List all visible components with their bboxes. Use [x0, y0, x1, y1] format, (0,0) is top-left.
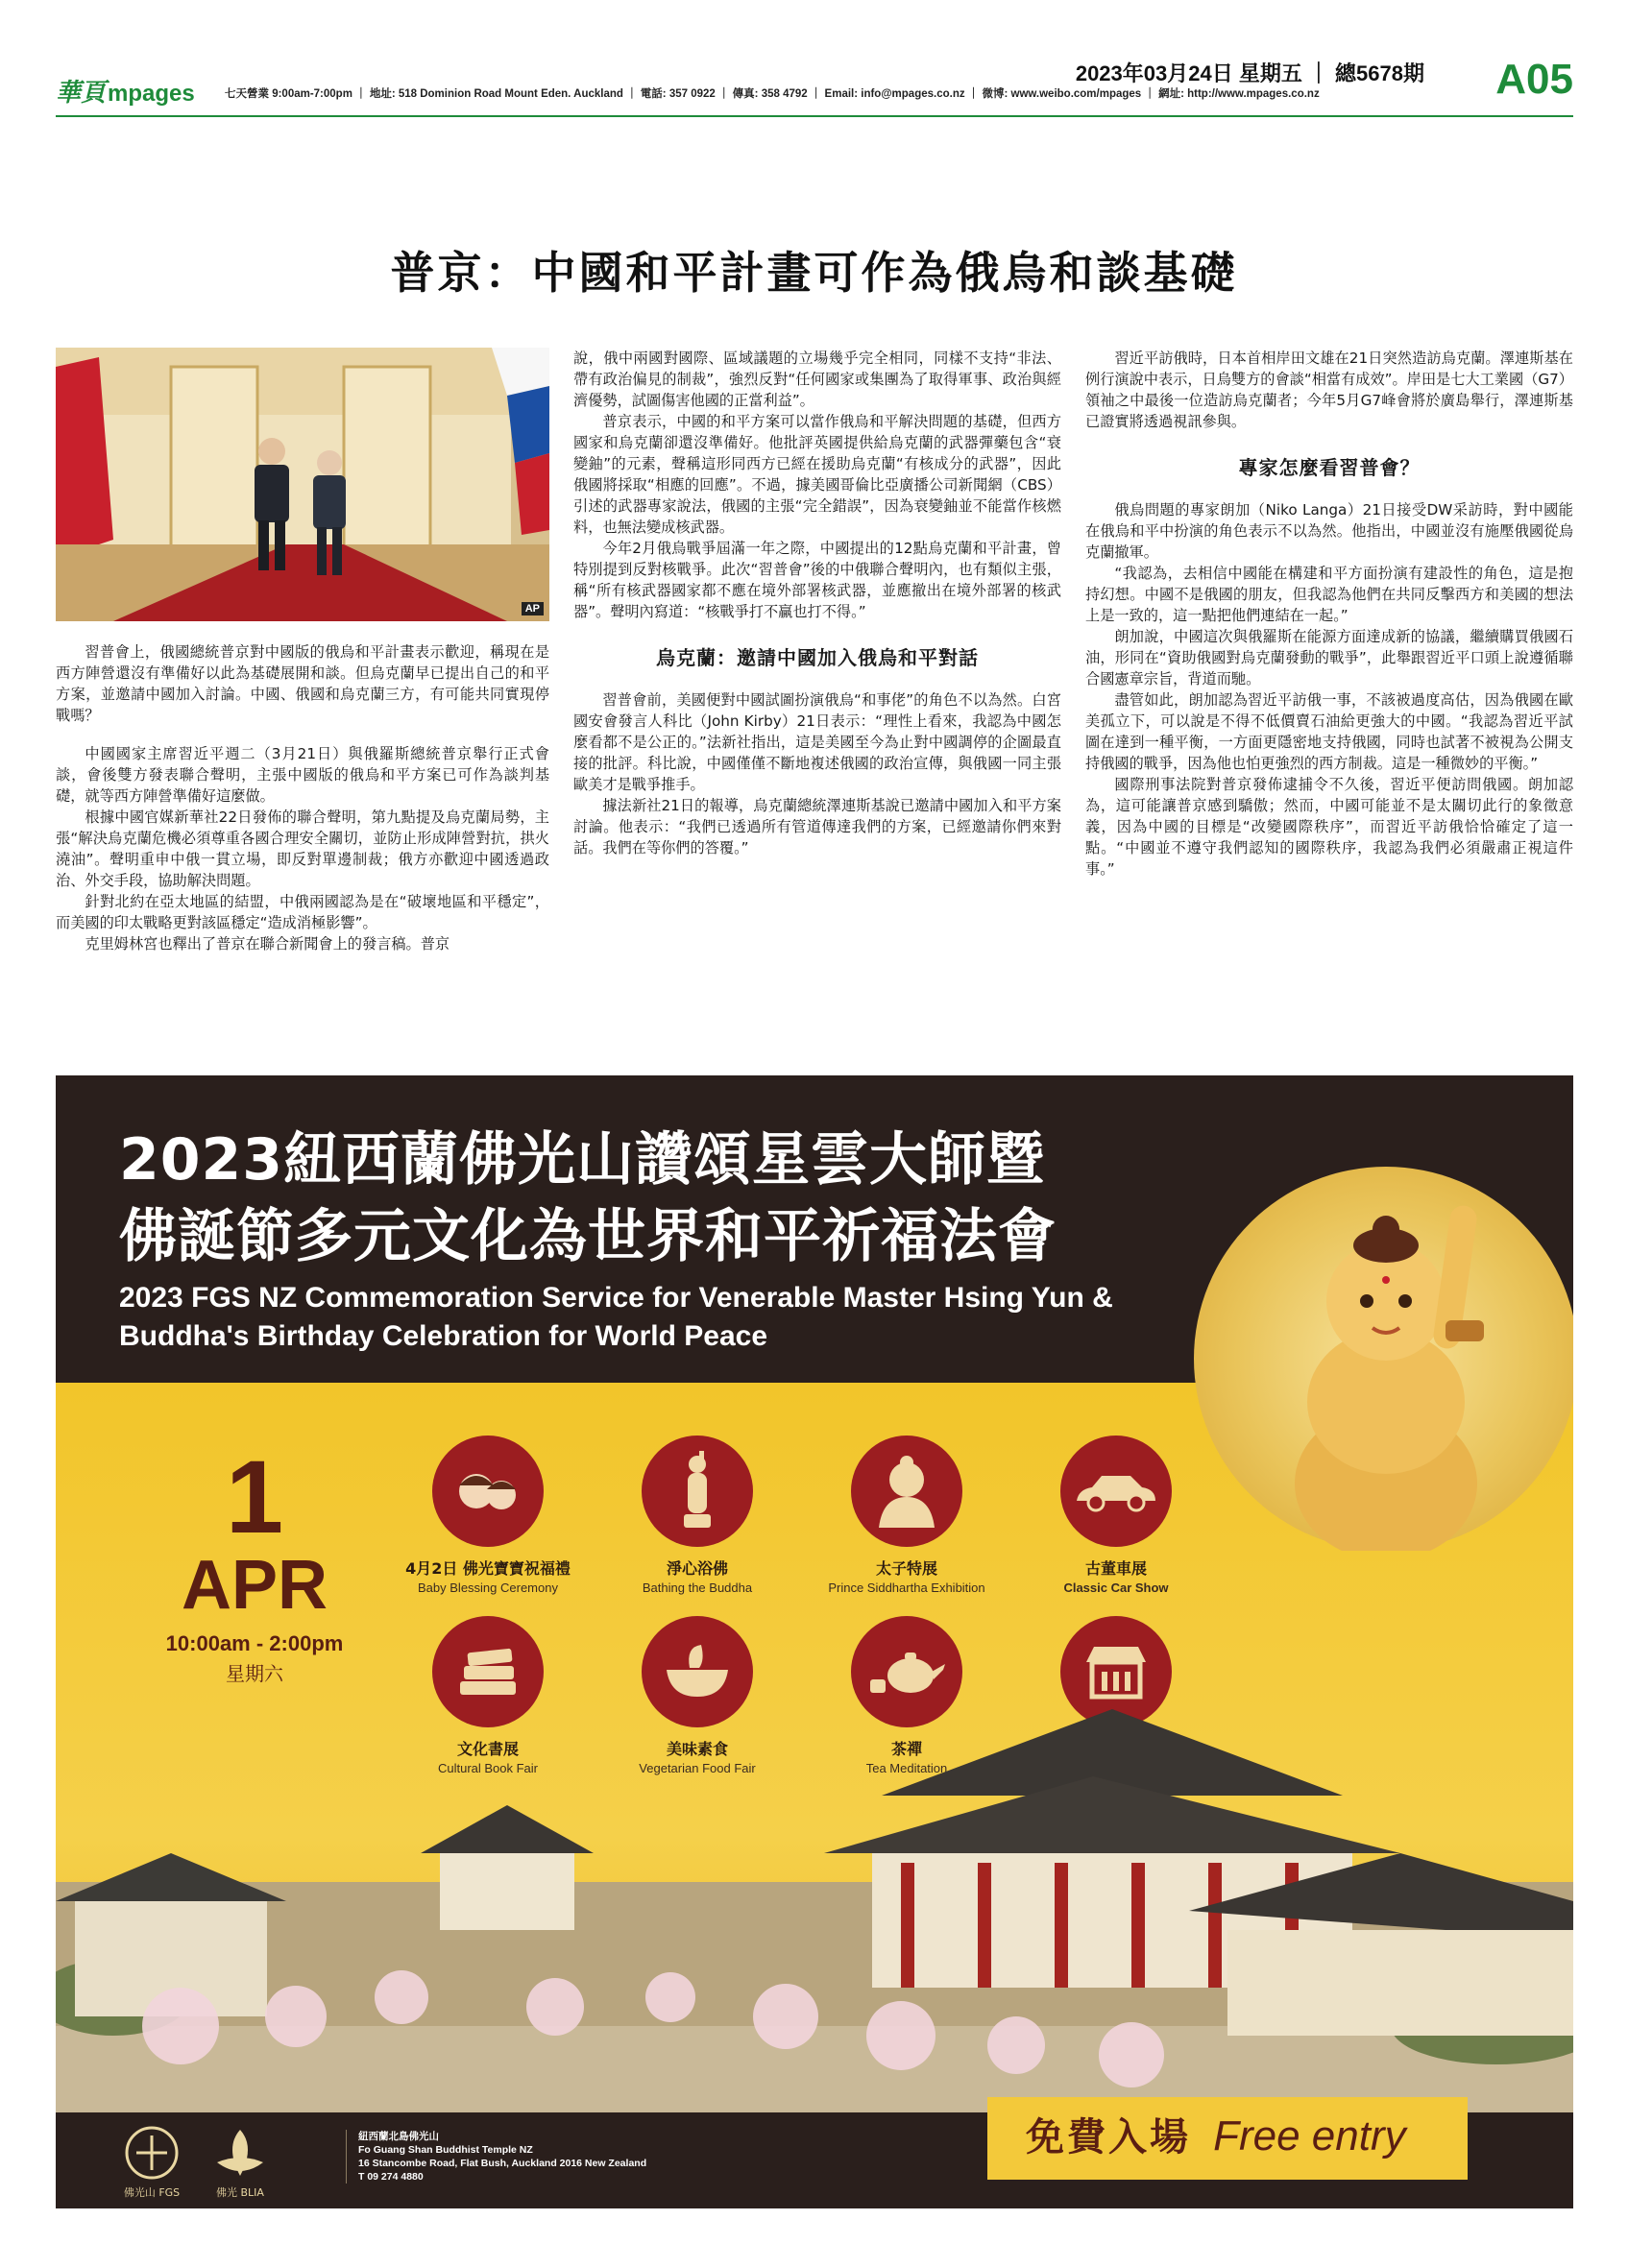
ad-logos [119, 2124, 273, 2197]
ad-footer [56, 2112, 1573, 2208]
masthead [56, 50, 1573, 117]
event-label-en: Baby Blessing Ceremony [418, 1580, 558, 1595]
paragraph: 今年2月俄烏戰爭屆滿一年之際，中國提出的12點烏克蘭和平計畫，曾特別提到反對核戰爭。此次“習普會”後的中俄聯合聲明內，也有類似主張，稱“所有核武器國家都不應在境外部署核武器，並應撤出在境外部署的核武器”。聲明內寫道：“核戰爭打不贏也打不得。” [573, 540, 1061, 620]
event-bathing-buddha[interactable] [596, 1436, 798, 1595]
event-label-en: Tea Meditation [865, 1761, 948, 1775]
temple-phone[interactable]: T 09 274 4880 [358, 2171, 424, 2183]
paragraph: 中國國家主席習近平週二（3月21日）與俄羅斯總統普京舉行正式會談，會後雙方發表聯合聲明，主張中國版的俄烏和平方案已可作為談判基礎，就等西方陣營準備好這麼做。 [56, 745, 549, 805]
ad-title-en-line2: Buddha's Birthday Celebration for World Peace [119, 1320, 768, 1352]
event-date [144, 1438, 365, 1686]
blia-logo-text: 佛光 BLIA [216, 2186, 264, 2199]
article-headline: 普京：中國和平計畫可作為俄烏和談基礎 [390, 247, 1238, 299]
buddha-statue-icon [642, 1436, 753, 1547]
section-subheading: 烏克蘭：邀請中國加入俄烏和平對話 [656, 646, 979, 669]
event-label-en: Classic Car Show [1063, 1580, 1169, 1595]
ad-title-cn-line2: 佛誕節多元文化為世界和平祈福法會 [119, 1203, 1057, 1270]
baby-buddha-icon [1194, 1167, 1573, 1551]
paragraph: 習普會上，俄國總統普京對中國版的俄烏和平計畫表示歡迎，稱現在是西方陣營還沒有準備好以此為基礎展開和談。但烏克蘭早已提出自己的和平方案，並邀請中國加入討論。中國、俄國和烏克蘭三方，有可能共同實現停戰嗎？ [56, 643, 549, 724]
header-rule [56, 115, 1573, 117]
paragraph: 普京表示，中國的和平方案可以當作俄烏和平解決問題的基礎，但西方國家和烏克蘭卻還沒準備好。他批評英國提供給烏克蘭的武器彈藥包含“衰變鈾”的元素，聲稱這形同西方已經在援助烏克蘭“有核成分的武器”，因此俄國將採取“相應的回應”。不過，據美國哥倫比亞廣播公司新聞網（CBS）引述的武器專家說法，俄國的主張“完全錯誤”，因為衰變鈾並不能當作核燃料，也無法變成核武器。 [573, 413, 1061, 536]
temple-address-block [346, 2130, 646, 2184]
free-entry-banner [987, 2097, 1468, 2180]
blia-logo[interactable] [207, 2124, 273, 2197]
paragraph: 針對北約在亞太地區的結盟，中俄兩國認為是在“破壞地區和平穩定”，而美國的印太戰略更對該區穩定“造成消極影響”。 [56, 893, 549, 931]
fgs-logo-text: 佛光山 FGS [123, 2186, 181, 2199]
paragraph: 據法新社21日的報導，烏克蘭總統澤連斯基說已邀請中國加入和平方案討論。他表示：“我們已透過所有管道傳達我們的方案，已經邀請你們來對話。我們在等你們的答覆。” [573, 797, 1061, 857]
issue-date: 2023年03月24日 星期五 ｜ 總5678期 [1075, 61, 1424, 85]
event-label-cn: 古董車展 [1084, 1559, 1147, 1578]
contact-info: 七天營業 9:00am-7:00pm ｜ 地址: 518 Dominion Road Mount Eden. Auckland ｜ 電話: 357 0922 ｜ 傳真: 358 4792 ｜ Email: info@mpages.co.nz ｜ 微博: www.weibo.com/mpages ｜ 網址: http://www.mpages.co.nz [225, 88, 1320, 100]
event-label-en: Cultural Book Fair [437, 1761, 539, 1775]
event-day: 1 [225, 1438, 284, 1555]
paragraph: 克里姆林宮也釋出了普京在聯合新聞會上的發言稿。普京 [85, 935, 450, 953]
paragraph: 根據中國官媒新華社22日發佈的聯合聲明，第九點提及烏克蘭局勢，主張“解決烏克蘭危機必須尊重各國合理安全關切，並防止形成陣營對抗，拱火澆油”。聲明重申中俄一貫立場，即反對單邊制裁；俄方亦歡迎中國透過政治、外交手段，協助解決問題。 [56, 808, 549, 889]
paragraph: “我認為，去相信中國能在構建和平方面扮演有建設性的角色，這是抱持幻想。中國不是俄國的朋友，但我認為他們在共同反擊西方和美國的想法上是一致的，這一點把他們連結在一起。” [1085, 565, 1573, 624]
temple-name-en: Fo Guang Shan Buddhist Temple NZ [358, 2144, 533, 2156]
buddha-bust-icon [851, 1436, 962, 1547]
event-weekday: 星期六 [226, 1662, 283, 1685]
event-classic-car[interactable] [1015, 1436, 1217, 1595]
paragraph: 習近平訪俄時，日本首相岸田文雄在21日突然造訪烏克蘭。澤連斯基在例行演說中表示，日烏雙方的會談“相當有成效”。岸田是七大工業國（G7）領袖之中最後一位造訪烏克蘭者；今年5月G7峰會將於廣島舉行，澤連斯基已證實將透過視訊參與。 [1085, 350, 1573, 430]
paragraph: 習普會前，美國便對中國試圖扮演俄烏“和事佬”的角色不以為然。白宮國安會發言人科比（John Kirby）21日表示：“理性上看來，我認為中國怎麼看都不是公正的。”法新社指出，這是美國至今為止對中國調停的企圖最直接的批評。科比說，中國僅僅不斷地複述俄國的政治宣傳，與俄國一同主張歐美才是戰爭推手。 [573, 691, 1061, 793]
event-label-cn: 淨心浴佛 [666, 1559, 728, 1578]
fgs-logo[interactable] [119, 2124, 184, 2197]
event-label-cn: 太子特展 [875, 1559, 937, 1578]
temple-name-cn: 紐西蘭北島佛光山 [358, 2131, 439, 2142]
ad-title-cn-line1: 2023紐西蘭佛光山讚頌星雲大師暨 [119, 1126, 1045, 1194]
event-prince-exhibition[interactable] [806, 1436, 1008, 1595]
kremlin-scene-illustration [56, 348, 549, 621]
paragraph: 國際刑事法院對普京發佈逮捕令不久後，習近平便訪問俄國。朗加認為，這可能讓普京感到驕傲；然而，中國可能並不是太關切此行的象徵意義，因為中國的目標是“改變國際秩序”，而習近平訪俄恰恰確定了這一點。“中國並不遵守我們認知的國際秩序，我認為我們必須嚴肅正視這件事。” [1085, 776, 1573, 878]
article-column-1 [56, 641, 549, 954]
logo-english: mpages [108, 81, 195, 107]
news-photo [56, 348, 549, 621]
event-label-cn: 文化書展 [456, 1740, 519, 1758]
temple-address: 16 Stancombe Road, Flat Bush, Auckland 2016 New Zealand [358, 2158, 647, 2169]
classic-car-icon [1060, 1436, 1172, 1547]
event-month: APR [181, 1547, 328, 1624]
event-label-en: Bathing the Buddha [642, 1580, 753, 1595]
page-number: A05 [1495, 56, 1573, 103]
photo-credit: AP [522, 602, 544, 615]
event-label-cn: 美味素食 [666, 1740, 728, 1758]
paragraph: 說，俄中兩國對國際、區域議題的立場幾乎完全相同，同樣不支持“非法、帶有政治偏見的制裁”，強烈反對“任何國家或集團為了取得軍事、政治與經濟優勢，試圖傷害他國的正當利益”。 [573, 350, 1061, 409]
ad-title-en-line1: 2023 FGS NZ Commemoration Service for Venerable Master Hsing Yun & [119, 1282, 1113, 1314]
paragraph: 盡管如此，朗加認為習近平訪俄一事，不該被過度高估，因為俄國在歐美孤立下，可以說是不得不低價賣石油給更強大的中國。“我認為習近平試圖在達到一種平衡，一方面更隱密地支持俄國，同時也試著不被視為公開支持俄國的戰爭，因為他也怕更強烈的西方制裁。這是一種微妙的平衡。” [1085, 691, 1573, 772]
free-entry-cn: 免費入場 [1026, 2115, 1191, 2159]
article-column-3 [1085, 348, 1573, 880]
event-label-cn: 4月2日 佛光寶寶祝福禮 [405, 1559, 571, 1578]
baby-buddha-halo [1194, 1167, 1573, 1551]
event-label-en: Vegetarian Food Fair [639, 1761, 756, 1775]
paragraph: 朗加說，中國這次與俄羅斯在能源方面達成新的協議，繼續購買俄國石油，形同在“資助俄國對烏克蘭發動的戰爭”，此舉跟習近平口頭上說遵循聯合國憲章宗旨，背道而馳。 [1085, 628, 1573, 688]
newspaper-logo[interactable] [56, 73, 195, 109]
event-time: 10:00am - 2:00pm [165, 1631, 344, 1655]
paragraph: 俄烏問題的專家朗加（Niko Langa）21日接受DW采訪時，對中國能在俄烏和平中扮演的角色表示不以為然。他指出，中國並沒有施壓俄國從烏克蘭撤軍。 [1085, 501, 1573, 561]
logo-chinese: 華頁 [56, 79, 107, 108]
fgs-advertisement[interactable] [56, 1075, 1573, 2208]
baby-faces-icon [432, 1436, 544, 1547]
free-entry-en: Free entry [1213, 2112, 1406, 2159]
event-baby-blessing[interactable] [387, 1436, 589, 1595]
section-subheading: 專家怎麼看習普會？ [1238, 456, 1421, 479]
event-label-cn: 茶禪 [890, 1740, 922, 1758]
event-label-en: Prince Siddhartha Exhibition [828, 1580, 985, 1595]
article-column-2 [573, 348, 1061, 858]
